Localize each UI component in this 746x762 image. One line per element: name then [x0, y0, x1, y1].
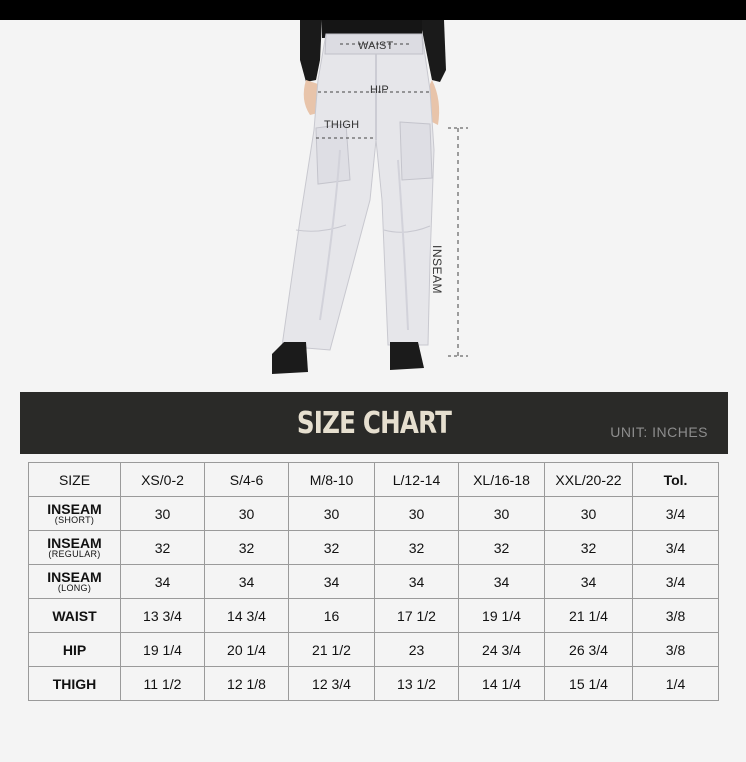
table-cell: 34 [289, 565, 375, 599]
table-cell: 30 [459, 497, 545, 531]
table-cell: 12 3/4 [289, 667, 375, 701]
row-header: INSEAM (LONG) [29, 565, 121, 599]
table-cell: 17 1/2 [375, 599, 459, 633]
table-row [29, 633, 719, 667]
column-header: XXL/20-22 [545, 463, 633, 497]
table-cell: 30 [289, 497, 375, 531]
top-bar [0, 0, 746, 20]
row-header: INSEAM (SHORT) [29, 497, 121, 531]
thigh-label: THIGH [324, 119, 360, 131]
table-header-row [29, 463, 719, 497]
table-cell: 30 [205, 497, 289, 531]
table-cell: 20 1/4 [205, 633, 289, 667]
table-cell: 3/4 [633, 497, 719, 531]
table-cell: 3/8 [633, 633, 719, 667]
table-cell: 14 3/4 [205, 599, 289, 633]
table-cell: 11 1/2 [121, 667, 205, 701]
table-cell: 34 [205, 565, 289, 599]
table-cell: 32 [121, 531, 205, 565]
hip-label: HIP [370, 84, 389, 96]
table-cell: 34 [121, 565, 205, 599]
waist-label: WAIST [358, 40, 394, 52]
table-cell: 13 3/4 [121, 599, 205, 633]
table-cell: 26 3/4 [545, 633, 633, 667]
table-cell: 30 [375, 497, 459, 531]
banner-title: SIZE CHART [296, 406, 452, 441]
table-row [29, 667, 719, 701]
table-cell: 34 [459, 565, 545, 599]
table-cell: 1/4 [633, 667, 719, 701]
table-cell: 32 [459, 531, 545, 565]
column-header: M/8-10 [289, 463, 375, 497]
table-cell: 3/4 [633, 531, 719, 565]
table-cell: 16 [289, 599, 375, 633]
column-header: XL/16-18 [459, 463, 545, 497]
column-header: Tol. [633, 463, 719, 497]
table-cell: 14 1/4 [459, 667, 545, 701]
table-cell: 34 [545, 565, 633, 599]
inseam-label: INSEAM [430, 245, 444, 295]
table-cell: 19 1/4 [459, 599, 545, 633]
column-header: L/12-14 [375, 463, 459, 497]
table-cell: 32 [289, 531, 375, 565]
table-cell: 30 [545, 497, 633, 531]
table-row [29, 599, 719, 633]
column-header: XS/0-2 [121, 463, 205, 497]
table-row [29, 497, 719, 531]
table-row [29, 565, 719, 599]
pants-illustration [0, 20, 746, 392]
table-cell: 15 1/4 [545, 667, 633, 701]
row-header: INSEAM (REGULAR) [29, 531, 121, 565]
unit-label: UNIT: INCHES [610, 424, 708, 440]
table-cell: 32 [545, 531, 633, 565]
table-cell: 3/4 [633, 565, 719, 599]
size-chart-banner [20, 392, 728, 454]
table-cell: 3/8 [633, 599, 719, 633]
row-header: THIGH [29, 667, 121, 701]
table-cell: 30 [121, 497, 205, 531]
table-cell: 32 [375, 531, 459, 565]
corner-cell: SIZE [29, 463, 121, 497]
size-table [28, 462, 719, 701]
table-cell: 21 1/2 [289, 633, 375, 667]
column-header: S/4-6 [205, 463, 289, 497]
table-cell: 21 1/4 [545, 599, 633, 633]
product-photo [0, 20, 746, 392]
table-cell: 23 [375, 633, 459, 667]
table-cell: 32 [205, 531, 289, 565]
table-cell: 24 3/4 [459, 633, 545, 667]
table-cell: 34 [375, 565, 459, 599]
table-cell: 12 1/8 [205, 667, 289, 701]
table-row [29, 531, 719, 565]
row-header: HIP [29, 633, 121, 667]
table-cell: 19 1/4 [121, 633, 205, 667]
row-header: WAIST [29, 599, 121, 633]
table-cell: 13 1/2 [375, 667, 459, 701]
